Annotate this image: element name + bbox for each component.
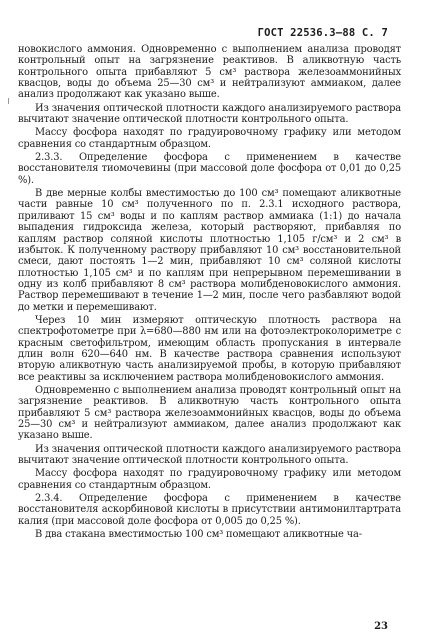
section-heading: 2.3.3. Определение фосфора с применением в качестве восстановителя тиомочевины (при массовой доле фосфора от 0,01 до 0,25 %).: [18, 152, 401, 186]
margin-mark: [8, 98, 9, 104]
paragraph: Одновременно с выполнением анализа проводят контрольный опыт на загрязнение реактивов. В аликвотную часть контрольного опыта прибавляют 5 см³ раствора железоаммонийных квасцов, воды до объема 25—30 см³ и нейтрализуют аммиаком, далее анализ продолжают как указано выше.: [18, 384, 401, 442]
paragraph: Массу фосфора находят по градуировочному графику или методом сравнения со стандартным образцом.: [18, 468, 401, 491]
paragraph: Из значения оптической плотности каждого анализируемого раствора вычитают значение оптической плотности контрольного опыта.: [18, 102, 401, 126]
paragraph: В два стакана вместимостью 100 см³ помещают аликвотные ча-: [35, 529, 362, 541]
paragraph: Через 10 мин измеряют оптическую плотность раствора на спектрофотометре при λ=680—880 нм или на фотоэлектроколориметре с красным светофильтром, имеющим область пропускания в интервале длин волн 620—640 нм. В качестве раствора сравнения используют вторую аликвотную часть анализируемой пробы, в которую прибавляют все реактивы за исключением раствора молибденовокислого аммония.: [18, 314, 401, 383]
page-header: ГОСТ 22536.3—88 С. 7: [257, 27, 388, 39]
body-text: [18, 44, 401, 542]
paragraph: новокислого аммония. Одновременно с выполнением анализа проводят контрольный опыт на загрязнение реактивов. В аликвотную часть контрольного опыта прибавляют 5 см³ раствора железоаммонийных квасцов, воды до объема 25—30 см³ и нейтрализуют аммиаком, далее анализ продолжают как указано выше.: [18, 44, 401, 101]
paragraph: Из значения оптической плотности каждого анализируемого раствора вычитают значение оптической плотности контрольного опыта.: [18, 443, 401, 467]
page-number: 23: [374, 621, 388, 632]
paragraph: В две мерные колбы вместимостью до 100 см³ помещают аликвотные части равные 10 см³ полученного по п. 2.3.1 исходного раствора, приливают 15 см³ воды и по каплям раствор аммиака (1:1) до начала выпадения гидроксида железа, который растворяют, прибавляя по каплям раствор соляной кислоты плотностью 1,105 г/см³ и 2 см³ в избыток. К полученному раствору прибавляют 10 см³ восстановительной смеси, дают постоять 1—2 мин, прибавляют 10 см³ соляной кислоты плотностью 1,105 см³ и по каплям при непрерывном перемешивании в одну из колб прибавляют 8 см³ раствора молибденовокислого аммония. Раствор перемешивают в течение 1—2 мин, после чего разбавляют водой до метки и перемешивают.: [18, 188, 401, 313]
section-heading: 2.3.4. Определение фосфора с применением в качестве восстановителя аскорбиновой кислоты в присутствии антимонилтартрата калия (при массовой доле фосфора от 0,005 до 0,25 %).: [18, 493, 401, 527]
paragraph: Массу фосфора находят по градуировочному графику или методом сравнения со стандартным образцом.: [18, 127, 401, 150]
